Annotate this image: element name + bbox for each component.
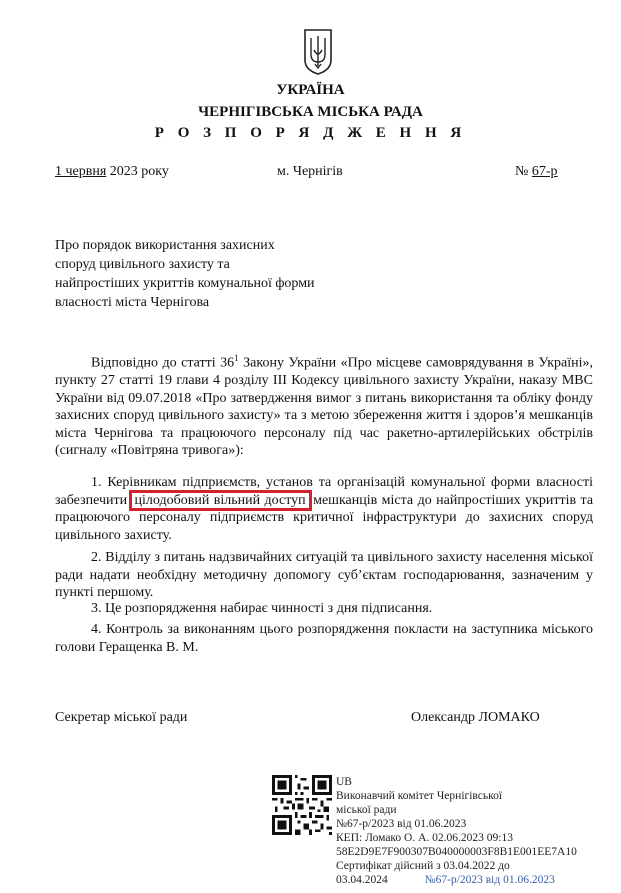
document-subject: Про порядок використання захисних споруд цивільного захисту та найпростіших укриттів комунальної форми власності міста Чернігова [55,238,315,310]
signatory-position: Секретар міської ради [55,710,188,725]
number-prefix: № [515,164,529,179]
paragraph-item-3: 3. Це розпорядження набирає чинності з дня підписання. [91,601,433,616]
highlighted-phrase: цілодобовий вільний доступ [132,493,309,508]
e-signature-line: КЕП: Ломако О. А. 02.06.2023 09:13 [336,832,513,844]
preamble-text-a: Відповідно до статті 36 [91,355,235,371]
document-type-heading: Р О З П О Р Я Д Ж Е Н Н Я [154,125,467,141]
paragraph-item-1 [55,474,593,544]
paragraph-item-2: 2. Відділу з питань надзвичайних ситуацій та цивільного захисту населення міської ради надати необхідну методичну допомогу суб’єктам господарювання, зазначеним у пункті першому. [55,550,593,600]
e-signature-line: №67-р/2023 від 01.06.2023 [336,818,467,830]
date-day-month: 1 червня [55,164,107,179]
e-signature-block [336,775,616,887]
preamble-superscript: 1 [234,353,239,363]
qr-code-icon [272,775,332,835]
number-value: 67-р [531,164,558,179]
paragraph-item-4: 4. Контроль за виконанням цього розпорядження покласти на заступника міського голови Геращенка В. М. [55,622,593,655]
signatory-name: Олександр ЛОМАКО [411,710,540,725]
e-signature-line: Сертифікат дійсний з 03.04.2022 до [336,860,510,872]
council-heading: ЧЕРНІГІВСЬКА МІСЬКА РАДА [198,104,423,120]
e-signature-line: міської ради [336,804,397,816]
date-year: 2023 року [109,164,169,179]
country-heading: УКРАЇНА [276,82,345,98]
item-1-text-b: мешканців міста до найпростіших укриттів та працюючого персоналу підприємств критичної інфраструктури до захисних споруд цивільного захисту. [55,492,594,543]
e-signature-last-line [336,873,616,887]
e-signature-line: 03.04.2024 [336,874,388,886]
document-date [55,164,169,180]
document-city: м. Чернігів [277,164,343,179]
coat-of-arms-icon [303,28,333,76]
paragraph-preamble [55,350,593,460]
e-signature-line: Виконавчий комітет Чернігівської [336,790,503,802]
preamble-text-b: Закону України «Про місцеве самоврядування в Україні», пункту 27 статті 19 глави 4 розділу ІІІ Кодексу цивільного захисту України, наказу МВС України від 09.07.2018 «Про затвердження вимог з питань використання та обліку фонду захисних споруд цивільного захисту» та з метою збереження життя і здоров’я мешканців міста Чернігова та працюючого персоналу під час ракетно-артилерійських обстрілів (сигналу «Повітряна тривога»): [55,355,593,459]
e-signature-line: 58E2D9E7F900307B040000003F8B1E001EE7A10 [336,846,577,858]
e-signature-line: UB [336,776,352,788]
item-1-text-a: 1. Керівникам підприємств, установ та організацій комунальної форми власності забезпечити [55,475,593,508]
registration-stamp: №67-р/2023 від 01.06.2023 [424,874,555,886]
document-number [515,164,558,180]
